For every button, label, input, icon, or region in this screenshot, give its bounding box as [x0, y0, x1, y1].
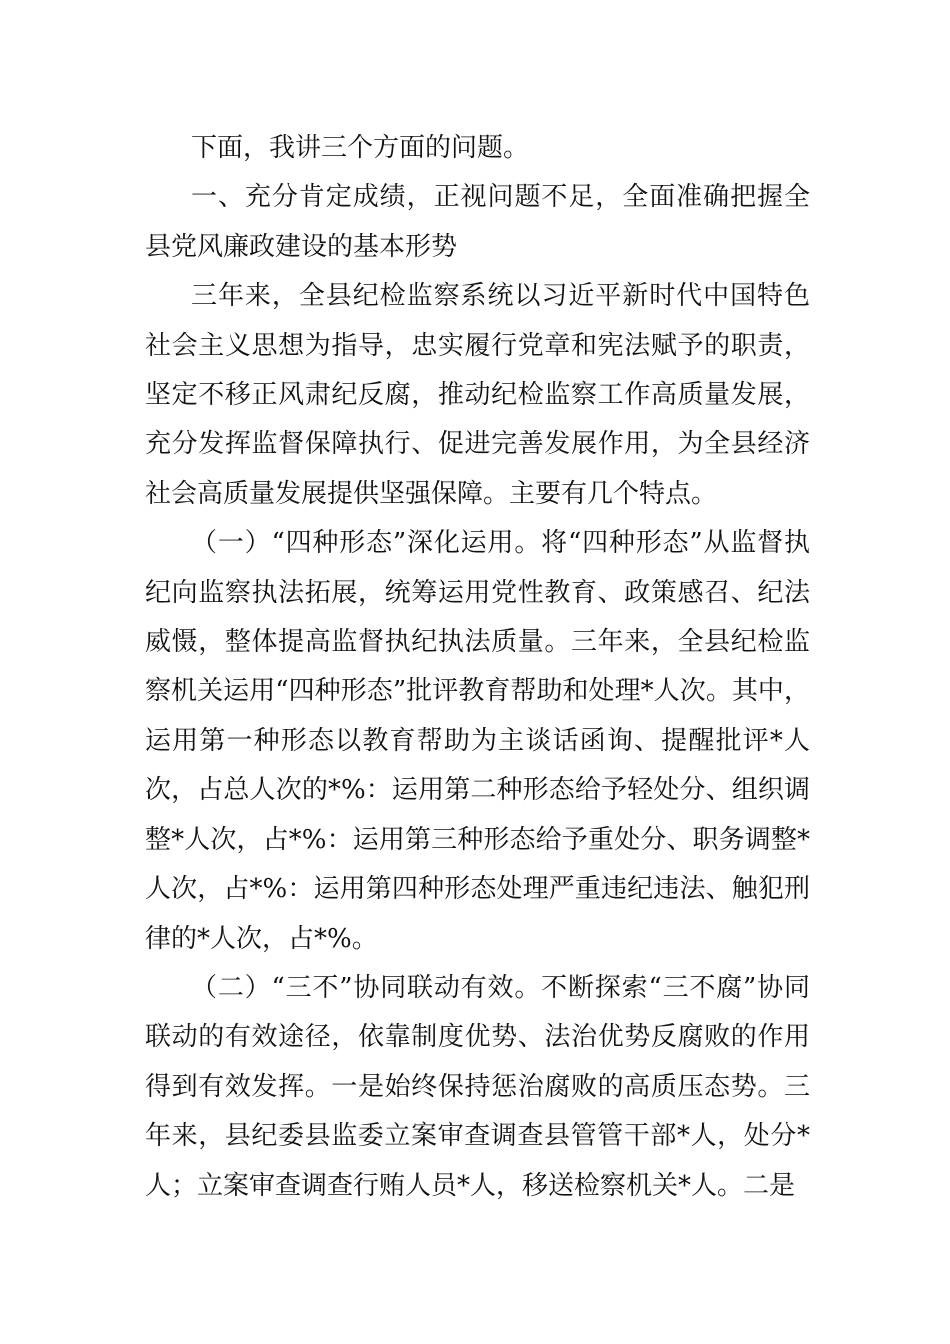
- section-heading: 一、充分肯定成绩，正视问题不足，全面准确把握全县党风廉政建设的基本形势: [145, 182, 810, 262]
- paragraph-three-nos: （二）“三不”协同联动有效。不断探索“三不腐”协同联动的有效途径，依靠制度优势、法治优势反腐败的作用得到有效发挥。一是始终保持惩治腐败的高质压态势。三年来，县纪委县监委立案审查调查县管管干部*人，处分*人；立案审查调查行贿人员*人，移送检察机关*人。二是: [145, 972, 810, 1201]
- paragraph-four-forms: （一）“四种形态”深化运用。将“四种形态”从监督执纪向监察执法拓展，统筹运用党性教育、政策感召、纪法威慑，整体提高监督执纪执法质量。三年来，全县纪检监察机关运用“四种形态”批评教育帮助和处理*人次。其中，运用第一种形态以教育帮助为主谈话函询、提醒批评*人次，占总人次的*%：运用第二种形态给予轻处分、组织调整*人次，占*%：运用第三种形态给予重处分、职务调整*人次，占*%：运用第四种形态处理严重违纪违法、触犯刑律的*人次，占*%。: [145, 528, 810, 954]
- paragraph-overview: 三年来，全县纪检监察系统以习近平新时代中国特色社会主义思想为指导，忠实履行党章和宪法赋予的职责，坚定不移正风肃纪反腐，推动纪检监察工作高质量发展，充分发挥监督保障执行、促进完善发展作用，为全县经济社会高质量发展提供坚强保障。主要有几个特点。: [145, 281, 810, 509]
- document-body: [145, 124, 810, 1211]
- paragraph-intro: 下面，我讲三个方面的问题。: [191, 133, 530, 163]
